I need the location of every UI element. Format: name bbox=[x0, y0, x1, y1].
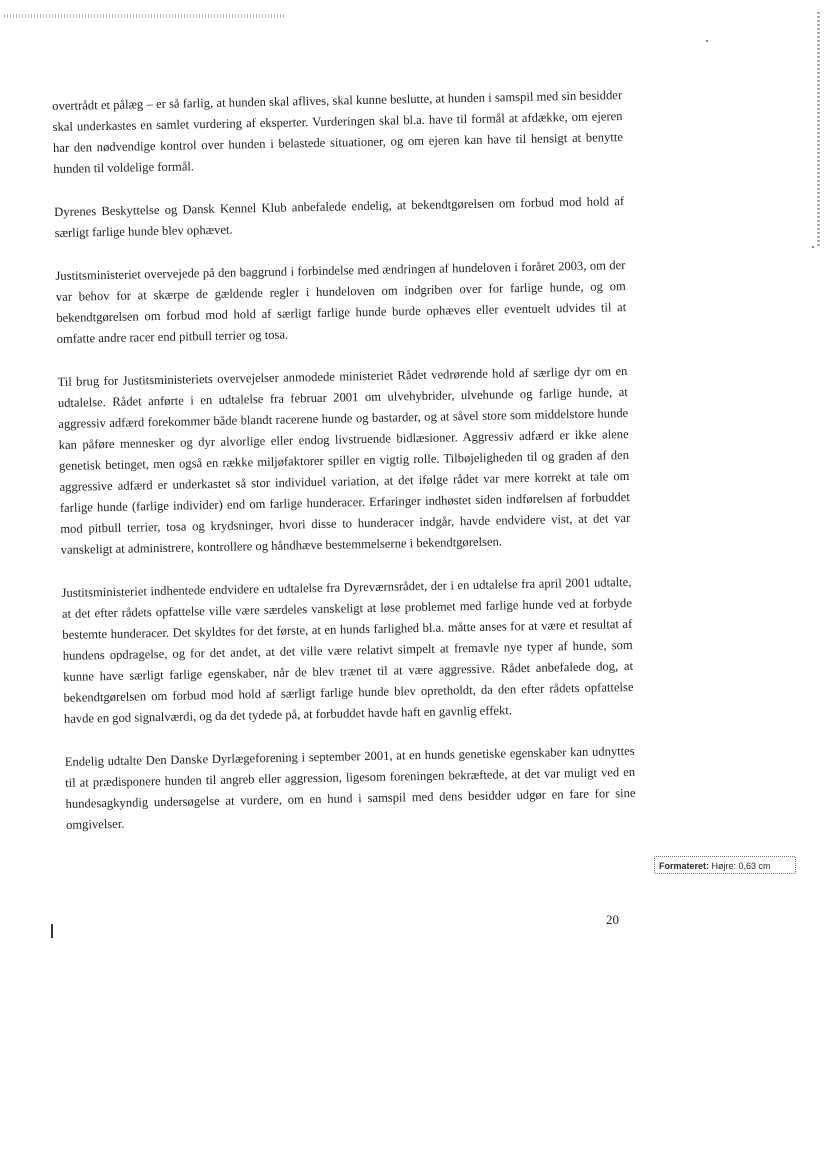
paragraph: Til brug for Justitsministeriets overvejelser anmodede ministeriet Rådet vedrørende hold af særlige dyr om en udtalelse. Rådet anførte i en udtalelse fra februar 2001 om ulvehybrider, ulvehunde og farlige hunde, at aggressiv adfærd forekommer både blandt racerene hunde og bastarder, og at såvel store som middelstore hunde kan påføre mennesker og dyr alvorlige eller endog livstruende bidlæsioner. Aggressiv adfærd er ikke alene genetisk betinget, men også en række miljøfaktorer spiller en vigtig rolle. Tilbøjeligheden til og graden af den aggressive adfærd er underkastet så stor individuel variation, at det ifølge rådet var mere korrekt at tale om farlige hunde (farlige individer) end om farlige hunderacer. Erfaringer indhøstet siden indførelsen af forbuddet mod pitbull terrier, tosa og krydsninger, hvori disse to hunderacer indgår, havde endvidere vist, at det var vanskeligt at administrere, kontrollere og håndhæve bestemmelserne i bekendtgørelsen. bbox=[57, 364, 631, 557]
change-bar-marker bbox=[51, 924, 53, 938]
paragraph: Dyrenes Beskyttelse og Dansk Kennel Klub anbefalede endelig, at bekendtgørelsen om forbud mod hold af særligt farlige hunde blev ophævet. bbox=[54, 194, 625, 240]
scan-artifact-right bbox=[817, 12, 820, 248]
paragraph: Endelig udtalte Den Danske Dyrlægeforening i september 2001, at en hunds genetiske egenskaber kan udnyttes til at prædisponere hunden til angreb eller aggression, ligesom foreningen bekræftede, at det var muligt ved en hundesagkyndig undersøgelse at vurdere, om en hund i samspil med dens besidder udgør en fare for sine omgivelser. bbox=[64, 743, 636, 832]
paragraph: Justitsministeriet indhentede endvidere en udtalelse fra Dyreværnsrådet, der i en udtalelse fra april 2001 udtalte, at det efter rådets opfattelse ville være særdeles vanskeligt at løse problemet med farlige hunde ved at forbyde bestemte hunderacer. Det skyldtes for det første, at en hunds farlighed bl.a. måtte anses for at være et resultat af hundens opdragelse, og for det andet, at det ville være relativt simpelt at fremavle nye typer af hunde, som kunne have særligt farlige egenskaber, når de blev trænet til at være aggressive. Rådet anbefalede dog, at bekendtgørelsen om forbud mod hold af særligt farlige hunde blev opretholdt, da den efter rådets opfattelse havde en god signalværdi, og da det tydede på, at forbuddet havde haft en gavnlig effekt. bbox=[61, 574, 634, 726]
document-body bbox=[52, 85, 637, 858]
paragraph: overtrådt et pålæg – er så farlig, at hunden skal aflives, skal kunne beslutte, at hunden i samspil med sin besidder skal underkastes en samlet vurdering af eksperter. Vurderingen skal bl.a. have til formål at afdække, om ejeren har den nødvendige kontrol over hunden i belastede situationer, og om ejeren kan have til hensigt at benytte hunden til voldelige formål. bbox=[52, 88, 624, 176]
formatting-comment-balloon[interactable] bbox=[654, 856, 796, 874]
scan-artifact-top bbox=[4, 14, 284, 18]
scan-speck bbox=[812, 246, 814, 248]
paragraph: Justitsministeriet overvejede på den baggrund i forbindelse med ændringen af hundeloven i foråret 2003, om der var behov for at skærpe de gældende regler i hundeloven om indgriben over for farlige hunde, og om bekendtgørelsen om forbud mod hold af særligt farlige hunde burde ophæves eller eventuelt udvides til at omfatte andre racer end pitbull terrier og tosa. bbox=[55, 258, 627, 346]
scan-speck bbox=[706, 40, 708, 42]
comment-value: Højre: 0,63 cm bbox=[711, 861, 771, 871]
comment-label: Formateret: bbox=[659, 861, 710, 871]
page-number: 20 bbox=[606, 912, 619, 927]
